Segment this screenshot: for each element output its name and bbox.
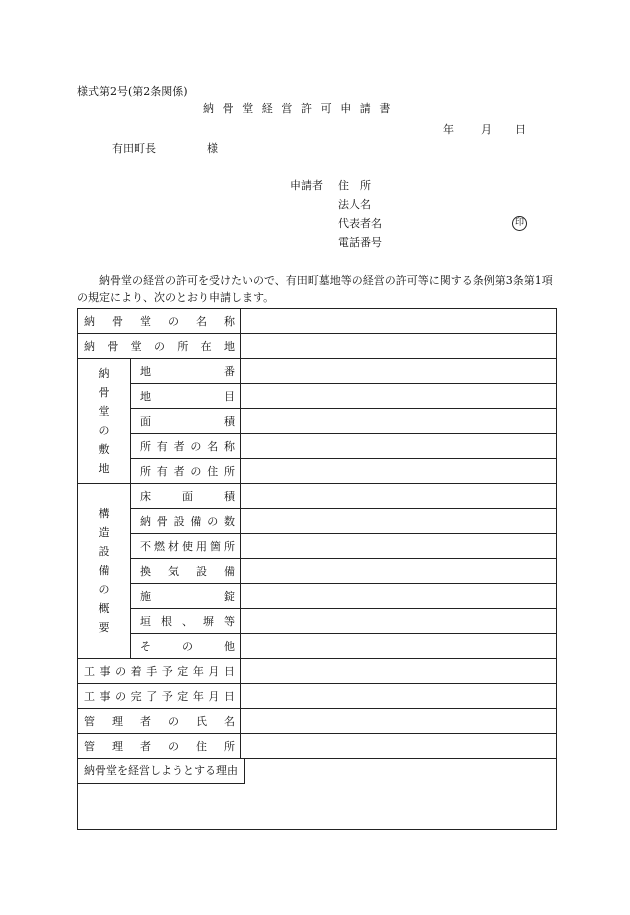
field-floor-area[interactable]	[241, 484, 557, 509]
seal-mark: 印	[512, 216, 527, 231]
field-construction-end[interactable]	[241, 684, 557, 709]
applicant-label: 申請者	[290, 179, 323, 192]
row-owner-name	[78, 434, 557, 459]
field-owner-name[interactable]	[241, 434, 557, 459]
label-owner-address: 所 有 者 の 住 所	[131, 459, 241, 484]
label-floor-area: 床 面 積	[131, 484, 241, 509]
row-site-land-category	[78, 384, 557, 409]
label-charnel-location: 納 骨 堂 の 所 在 地	[78, 334, 241, 359]
page-title: 納骨堂経営許可申請書	[203, 102, 399, 115]
label-locking: 施 錠	[131, 584, 241, 609]
applicant-representative-label: 代表者名	[338, 217, 382, 230]
label-fence: 垣 根 、 塀 等	[131, 609, 241, 634]
field-manager-name[interactable]	[241, 709, 557, 734]
addressee-name: 有田町長	[112, 142, 156, 155]
row-charnel-location	[78, 334, 557, 359]
addressee-honorific: 様	[207, 142, 218, 155]
row-other	[78, 634, 557, 659]
row-floor-area	[78, 484, 557, 509]
label-construction-end: 工 事 の 完 了 予 定 年 月 日	[78, 684, 241, 709]
field-ossuary-count[interactable]	[241, 509, 557, 534]
application-form-table	[77, 308, 557, 830]
row-charnel-name	[78, 309, 557, 334]
row-manager-address	[78, 734, 557, 759]
field-lot-number[interactable]	[241, 359, 557, 384]
field-construction-start[interactable]	[241, 659, 557, 684]
row-construction-start	[78, 659, 557, 684]
field-charnel-name[interactable]	[241, 309, 557, 334]
field-site-area[interactable]	[241, 409, 557, 434]
row-site-area	[78, 409, 557, 434]
label-fireproof-locations: 不 燃 材 使 用 箇 所	[131, 534, 241, 559]
row-construction-end	[78, 684, 557, 709]
field-fence[interactable]	[241, 609, 557, 634]
label-other: そ の 他	[131, 634, 241, 659]
field-ventilation[interactable]	[241, 559, 557, 584]
label-manager-name: 管 理 者 の 氏 名	[78, 709, 241, 734]
label-reason: 納骨堂を経営しようとする理由	[77, 758, 245, 784]
row-locking	[78, 584, 557, 609]
row-ossuary-count	[78, 509, 557, 534]
date-year: 年	[443, 123, 454, 136]
field-land-category[interactable]	[241, 384, 557, 409]
row-manager-name	[78, 709, 557, 734]
applicant-phone-label: 電話番号	[338, 236, 382, 249]
label-ossuary-count: 納 骨 設 備 の 数	[131, 509, 241, 534]
applicant-corporation-label: 法人名	[338, 198, 371, 211]
label-site-area: 面 積	[131, 409, 241, 434]
label-manager-address: 管 理 者 の 住 所	[78, 734, 241, 759]
label-construction-start: 工 事 の 着 手 予 定 年 月 日	[78, 659, 241, 684]
application-statement: 納骨堂の経営の許可を受けたいので、有田町墓地等の経営の許可等に関する条例第3条第1項の規定により、次のとおり申請します。	[77, 274, 553, 304]
field-manager-address[interactable]	[241, 734, 557, 759]
label-structure-group: 構 造 設 備 の 概 要	[78, 484, 131, 659]
field-locking[interactable]	[241, 584, 557, 609]
row-site-lot-number	[78, 359, 557, 384]
row-fireproof-locations	[78, 534, 557, 559]
date-day: 日	[515, 123, 526, 136]
label-ventilation: 換 気 設 備	[131, 559, 241, 584]
label-owner-name: 所 有 者 の 名 称	[131, 434, 241, 459]
label-land-category: 地 目	[131, 384, 241, 409]
date-month: 月	[481, 123, 492, 136]
row-reason	[78, 759, 557, 830]
label-charnel-name: 納 骨 堂 の 名 称	[78, 309, 241, 334]
label-lot-number: 地 番	[131, 359, 241, 384]
form-number: 様式第2号(第2条関係)	[77, 85, 188, 98]
row-fence	[78, 609, 557, 634]
field-fireproof-locations[interactable]	[241, 534, 557, 559]
label-site-group: 納 骨 堂 の 敷 地	[78, 359, 131, 484]
field-other[interactable]	[241, 634, 557, 659]
row-ventilation	[78, 559, 557, 584]
applicant-address-label: 住 所	[338, 179, 371, 192]
row-owner-address	[78, 459, 557, 484]
field-reason[interactable]	[78, 759, 557, 830]
field-owner-address[interactable]	[241, 459, 557, 484]
field-charnel-location[interactable]	[241, 334, 557, 359]
